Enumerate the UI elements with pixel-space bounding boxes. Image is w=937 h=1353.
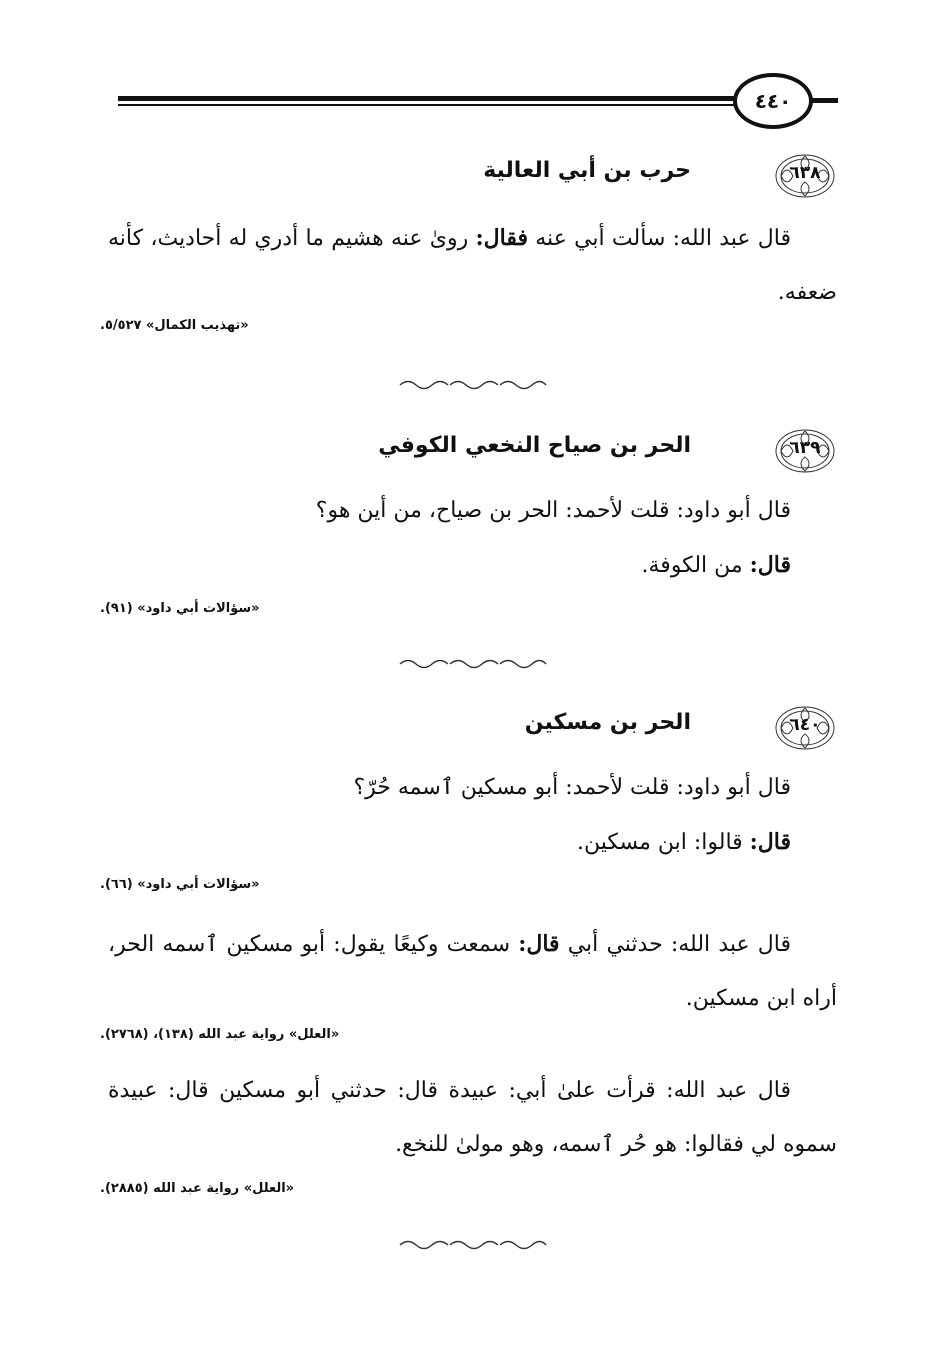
entry-title: حرب بن أبي العالية — [483, 158, 691, 183]
source-citation: «سؤالات أبي داود» (٩١). — [100, 601, 260, 616]
rosette-ornament — [773, 152, 837, 200]
source-citation: «تهذيب الكمال» ٥/٥٢٧. — [100, 318, 249, 333]
entry-paragraph: قال عبد الله: قرأت علىٰ أبي: عبيدة قال: حدثني أبو مسكين قال: عبيدة سموه لي فقالوا: هو حُر ٱسمه، وهو مولىٰ للنخع. — [108, 1078, 837, 1157]
source-citation: «العلل» رواية عبد الله (٢٨٨٥). — [100, 1181, 295, 1196]
entry-title: الحر بن صياح النخعي الكوفي — [378, 433, 691, 458]
header-rule — [118, 96, 736, 101]
entry-title: الحر بن مسكين — [524, 710, 691, 735]
entry-paragraph: قال عبد الله: سألت أبي عنه فقال: روىٰ عنه هشيم ما أدري له أحاديث، كأنه ضعفه. — [108, 225, 837, 305]
entry-paragraph: قال: من الكوفة. — [641, 552, 791, 578]
entry-paragraph: قال عبد الله: حدثني أبي قال: سمعت وكيعًا يقول: أبو مسكين ٱسمه الحر، أراه ابن مسكين. — [108, 931, 837, 1011]
page-number-badge — [733, 73, 813, 129]
entry-paragraph: قال أبو داود: قلت لأحمد: أبو مسكين ٱسمه حُرّ؟ — [353, 775, 791, 800]
section-divider-ornament — [396, 657, 548, 671]
entry-header-640 — [100, 704, 837, 752]
header-rule-end — [812, 98, 838, 103]
header-rule-thin — [118, 104, 736, 106]
entry-header-638 — [100, 152, 837, 200]
entry-number: ٦٣٩ — [789, 438, 821, 458]
entry-header-639 — [100, 427, 837, 475]
page-number: ٤٤٠ — [754, 89, 792, 113]
entry-paragraph: قال: قالوا: ابن مسكين. — [576, 829, 791, 855]
section-divider-ornament — [396, 1238, 548, 1252]
source-citation: «العلل» رواية عبد الله (١٣٨)، (٢٧٦٨). — [100, 1027, 340, 1042]
source-citation: «سؤالات أبي داود» (٦٦). — [100, 877, 260, 892]
rosette-ornament — [773, 704, 837, 752]
entry-paragraph: قال أبو داود: قلت لأحمد: الحر بن صياح، من أين هو؟ — [315, 498, 791, 523]
entry-number: ٦٤٠ — [789, 715, 821, 735]
rosette-ornament — [773, 427, 837, 475]
section-divider-ornament — [396, 378, 548, 392]
entry-number: ٦٣٨ — [789, 163, 821, 183]
